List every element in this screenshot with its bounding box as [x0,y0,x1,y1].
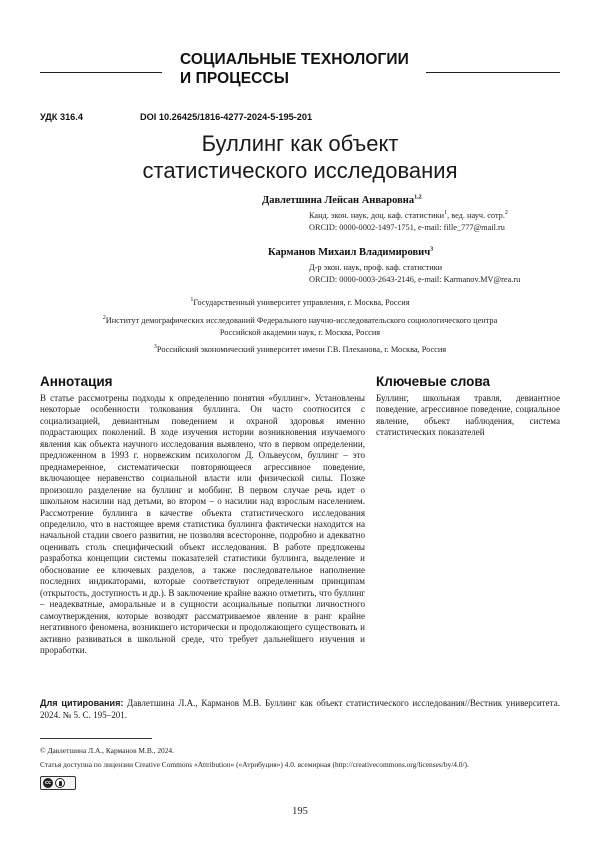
title-line2: статистического исследования [142,158,458,183]
abstract-text: В статье рассмотрены подходы к определению понятия «буллинг». Установлены некоторые особенности толкования буллинга. Он часто соотносится с социализацией, девиантным поведением и охраной здоровья именно подрастающих поколений. В ходе изучения истории возникновения изучаемого явления как объекта научного исследования выявлено, что в первом определении, предложенном в 1993 г. норвежским психологом Д. Ольвеусом, буллинг – это преднамеренное, систематически повторяющееся агрессивное поведение, включающее неравенство социальной власти или физической силы. Позже произошло разделение на буллинг и моббинг. В первом случае речь идет о школьном насилии над детьми, во втором – о насилии над взрослым населением. Рассмотрение буллинга в качестве объекта статистического исследования определило, что в настоящее время статистика буллинга фактически находится на начальной стадии своего развития, не позволяя всесторонне, подробно и адекватно оценивать столь специфический объект исследования. В работе предложены разработка концепции системы показателей статистики буллинга, выделение и обоснование ее ключевых разделов, а также последовательное наполнение последних индикаторами, которые соответствуют определенным принципам (открытость, доступность и др.). В заключение крайне важно отметить, что буллинг – неадекватные, аморальные и в сущности асоциальные попытки личностного самоутверждения, которые возводят рассматриваемое явление в ранг крайне негативного феномена, возникшего исторически и продолжающего существовать и активно развиваться в школьной среде, что требует дальнейшего изучения и проработки. [40,393,365,655]
author-2-name-text: Карманов Михаил Владимирович [268,247,431,258]
citation-label: Для цитирования: [40,698,124,708]
author-2-name [268,247,433,258]
author-1-name-sup: 1,2 [414,194,422,201]
affiliation-3 [60,344,540,356]
author-1-name [262,195,422,206]
affiliation-2-line1: Институт демографических исследований Федерального научно-исследовательского социологического центра [105,316,498,325]
author-2-name-sup: 3 [430,246,434,253]
abstract-heading: Аннотация [40,374,113,389]
attribution-icon [55,778,65,788]
author-1-position-a: Канд. экон. наук, доц. каф. статистики [309,211,445,220]
copyright-notice: © Давлетшина Л.А., Карманов М.В., 2024. [40,746,174,755]
header-rule-right [426,72,560,73]
section-title-line1: СОЦИАЛЬНЫЕ ТЕХНОЛОГИИ [180,51,409,68]
title-line1: Буллинг как объект [201,131,399,156]
author-1-position-b-sup: 2 [504,210,508,217]
author-1-orcid-email: ORCID: 0000-0002-1497-1751, e-mail: fille_777@mail.ru [309,223,505,232]
license-notice: Статья доступна по лицензии Creative Commons «Attribution» («Атрибуция») 4.0. всемирная (http://creativecommons.org/licenses/by/4.0/). [40,760,469,769]
author-1-position [309,211,508,220]
doi-code: DOI 10.26425/1816-4277-2024-5-195-201 [140,112,313,122]
udk-code: УДК 316.4 [40,112,83,122]
affiliation-3-sup: 3 [153,344,157,351]
journal-section-title [180,50,420,88]
article-title [60,130,540,184]
affiliation-1-sup: 1 [190,297,194,304]
page-number: 195 [292,806,308,817]
affiliation-1 [60,297,540,309]
author-1-position-b: , вед. науч. сотр. [447,211,505,220]
affiliation-2 [40,315,560,338]
affiliation-1-text: Государственный университет управления, г. Москва, Россия [193,298,410,307]
affiliation-2-line2: Российской академии наук, г. Москва, Россия [219,327,381,337]
cc-icon: cc [44,780,52,786]
affiliation-2-sup: 2 [102,315,106,322]
section-title-line2: И ПРОЦЕССЫ [180,70,290,87]
footer-rule [40,738,152,739]
cc-by-license-badge [40,776,76,790]
citation-text: Давлетшина Л.А., Карманов М.В. Буллинг как объект статистического исследования//Вестник университета. 2024. № 5. С. 195–201. [40,698,560,720]
citation [40,698,560,721]
author-1-name-text: Давлетшина Лейсан Анваровна [262,195,415,206]
header-rule-left [40,72,162,73]
author-2-orcid-email: ORCID: 0000-0003-2643-2146, e-mail: Karmanov.MV@rea.ru [309,275,521,284]
keywords-text: Буллинг, школьная травля, девиантное поведение, агрессивное поведение, социальное явление, объект наблюдения, система статистических показателей [376,393,560,438]
keywords-heading: Ключевые слова [376,374,491,389]
author-1-position-a-sup: 1 [444,210,448,217]
author-2-position: Д-р экон. наук, проф. каф. статистики [309,263,443,272]
affiliation-3-text: Российский экономический университет имени Г.В. Плеханова, г. Москва, Россия [156,345,447,354]
